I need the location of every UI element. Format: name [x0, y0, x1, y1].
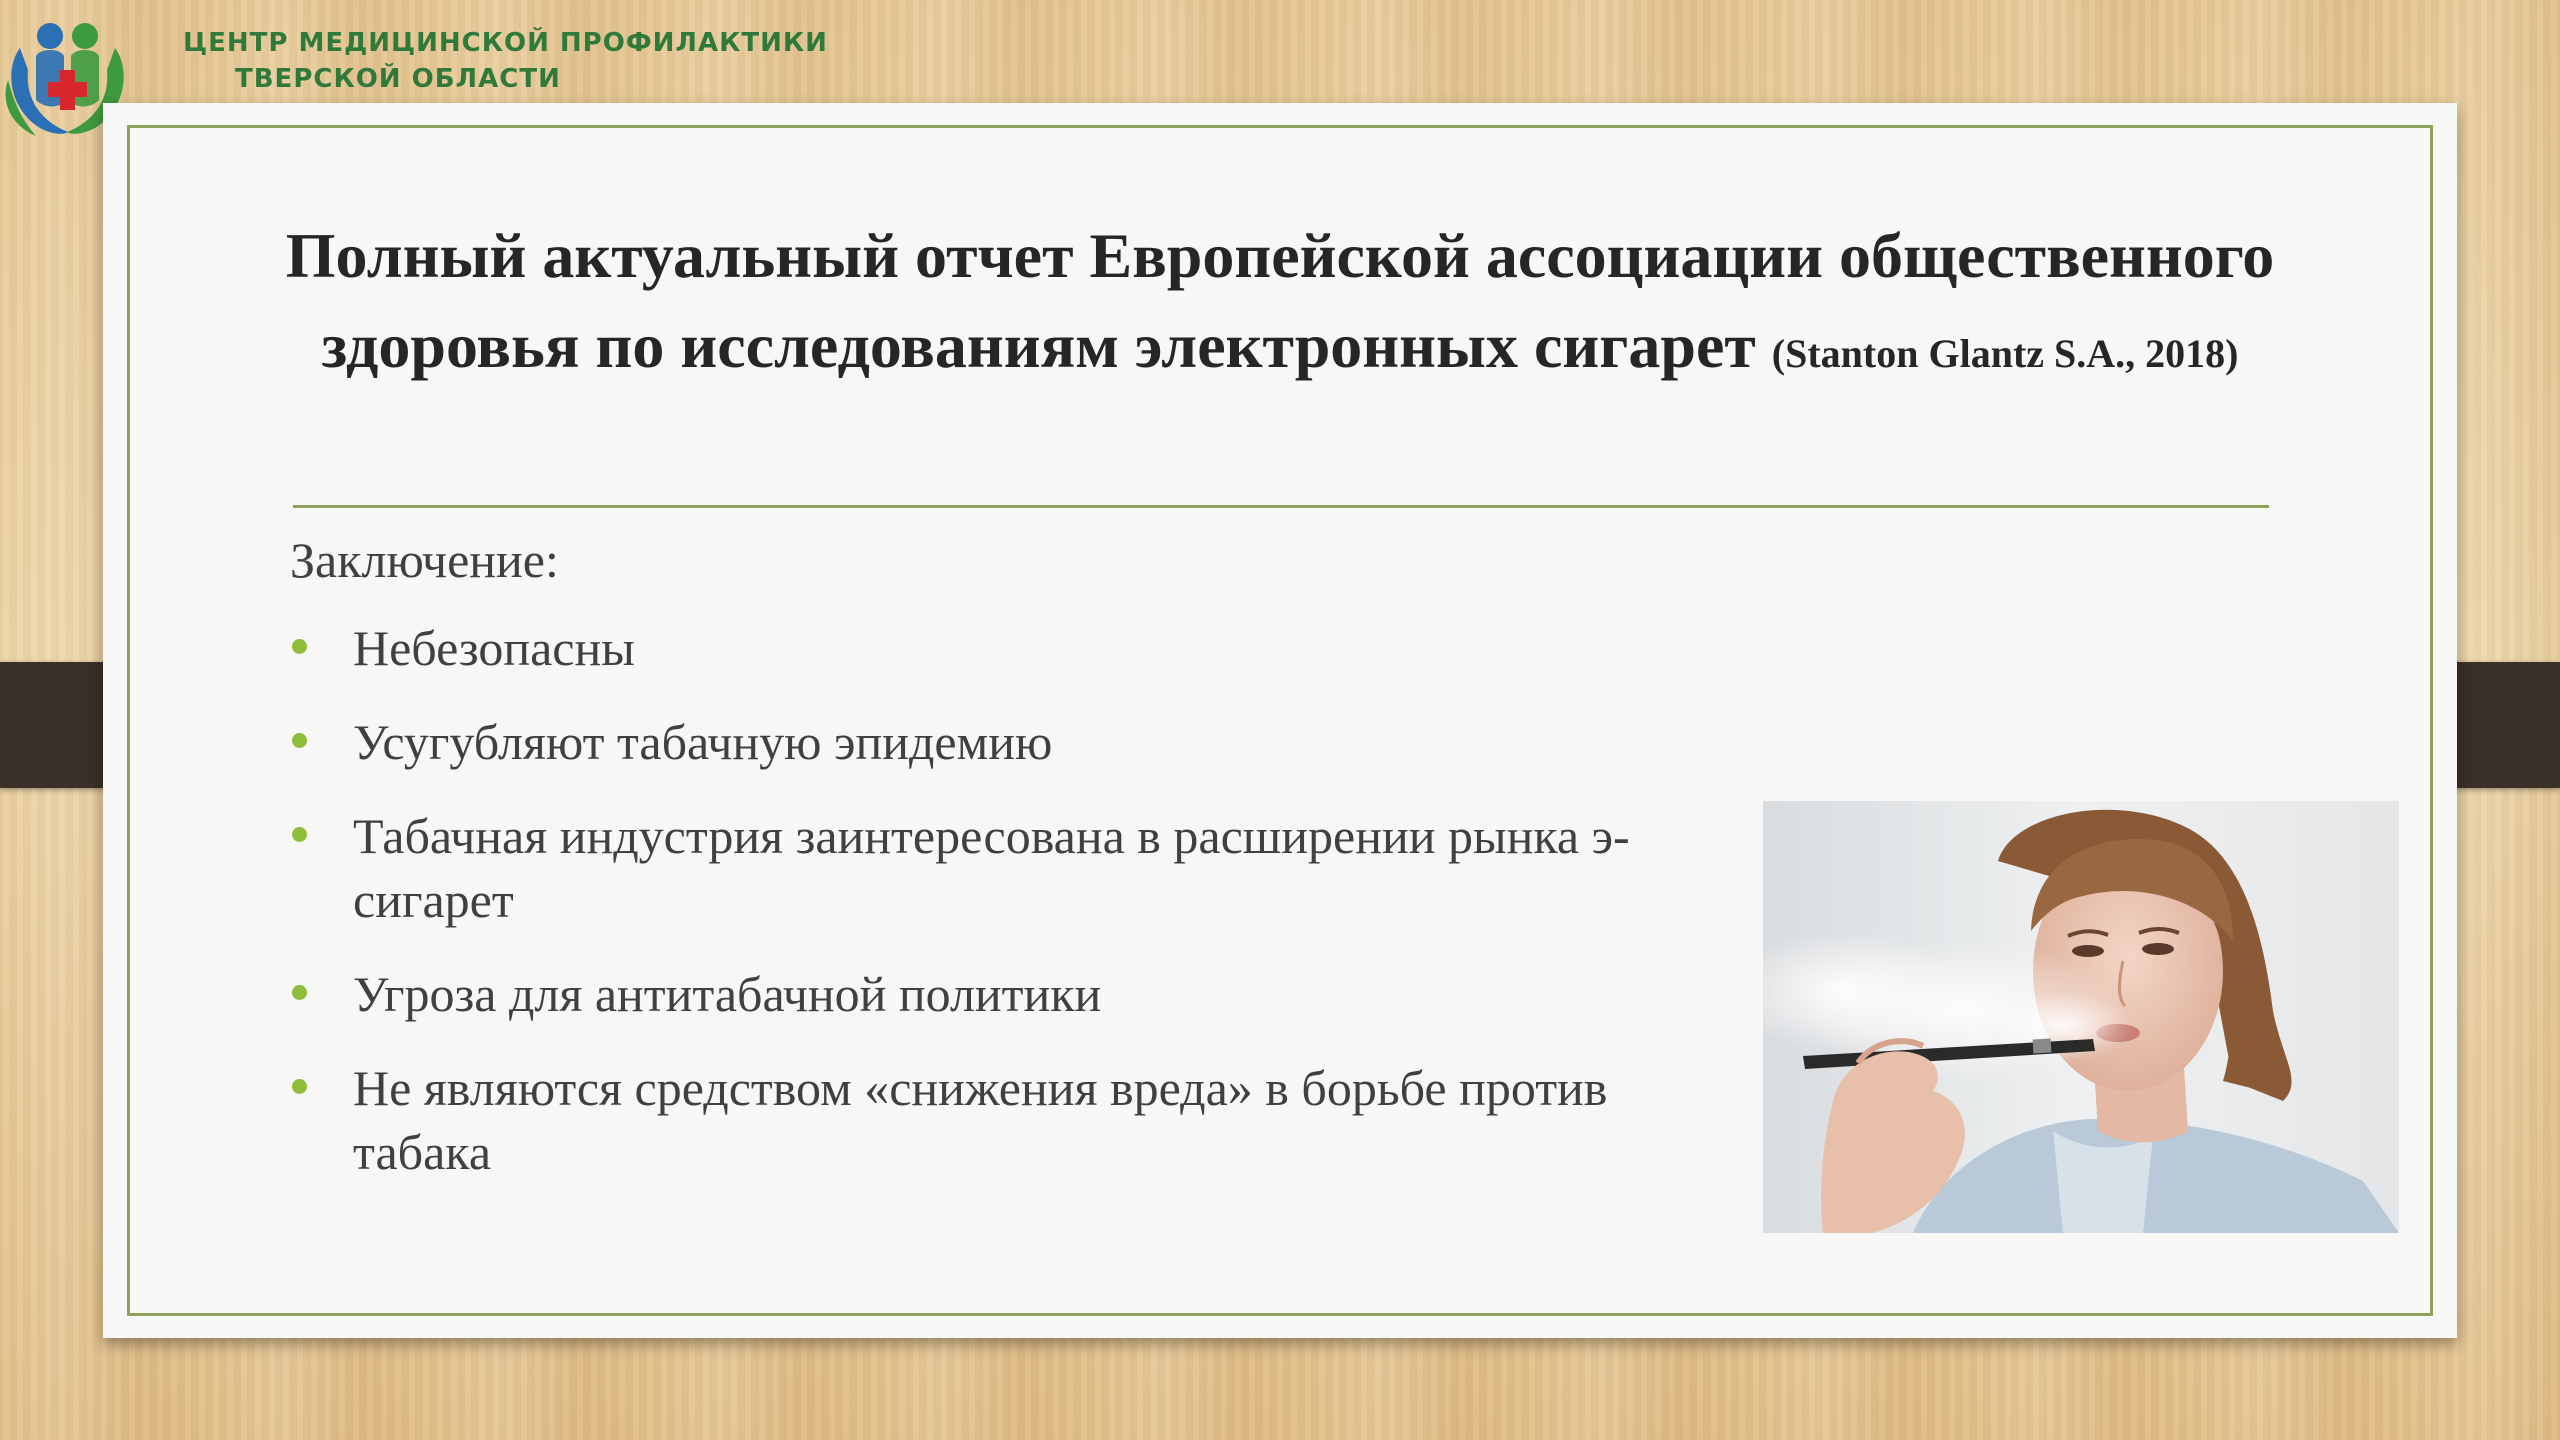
bullet-dot-icon	[292, 733, 307, 748]
list-item	[290, 710, 1770, 774]
org-name-line1: ЦЕНТР МЕДИЦИНСКОЙ ПРОФИЛАКТИКИ	[183, 28, 828, 58]
list-item-text: Табачная индустрия заинтересована в расширении рынка э-сигарет	[353, 808, 1630, 928]
woman-vaping-photo	[1763, 801, 2399, 1233]
list-item	[290, 804, 1713, 932]
bullet-dot-icon	[292, 1079, 307, 1094]
list-item-text: Небезопасны	[353, 620, 635, 676]
list-item-text: Угроза для антитабачной политики	[353, 966, 1102, 1022]
list-item	[290, 616, 1770, 680]
bullet-dot-icon	[292, 985, 307, 1000]
list-item-text: Усугубляют табачную эпидемию	[353, 714, 1053, 770]
bullet-dot-icon	[292, 639, 307, 654]
conclusion-list	[290, 616, 1770, 1214]
slide-citation: (Stanton Glantz S.A., 2018)	[1771, 331, 2239, 376]
slide-card	[103, 103, 2457, 1338]
org-name-line2: ТВЕРСКОЙ ОБЛАСТИ	[235, 64, 561, 94]
slide-title-text: Полный актуальный отчет Европейской ассоциации общественного здоровья по исследованиям электронных сигарет	[285, 220, 2275, 381]
title-divider	[293, 505, 2269, 508]
conclusion-label: Заключение:	[290, 532, 559, 588]
list-item-text: Не являются средством «снижения вреда» в борьбе против табака	[353, 1060, 1608, 1180]
list-item	[290, 1056, 1713, 1184]
slide-title	[263, 211, 2297, 399]
list-item	[290, 962, 1770, 1026]
bullet-dot-icon	[292, 827, 307, 842]
